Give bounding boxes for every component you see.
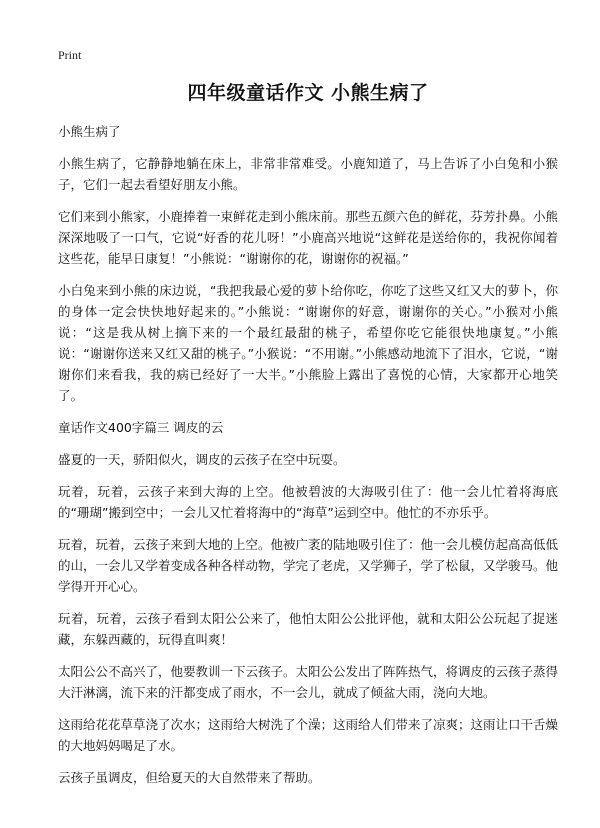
paragraph-section-heading: 童话作文400字篇三 调皮的云 <box>58 420 224 435</box>
print-link[interactable]: Print <box>58 48 82 62</box>
paragraph: 玩着，玩着，云孩子来到大海的上空。他被碧波的大海吸引住了：他一会儿忙着将海底的“珊瑚”搬到空中；一会儿又忙着将海中的“海草”运到空中。他忙的不亦乐乎。 <box>58 484 558 520</box>
paragraph: 云孩子虽调皮，但给夏天的大自然带来了帮助。 <box>58 770 321 785</box>
article-body <box>58 121 558 788</box>
paragraph: 它们来到小熊家，小鹿捧着一束鲜花走到小熊床前。那些五颜六色的鲜花，芬芳扑鼻。小熊深深地吸了一口气，它说“好香的花儿呀！”小鹿高兴地说“这鲜花是送给你的，我祝你闻着这些花，能早日康复！”小熊说：“谢谢你的花，谢谢你的祝福。” <box>58 209 559 266</box>
paragraph: 玩着，玩着，云孩子看到太阳公公来了，他怕太阳公公批评他，就和太阳公公玩起了捉迷藏，东躲西藏的，玩得直叫爽！ <box>58 611 558 647</box>
paragraph: 小熊生病了，它静静地躺在床上，非常非常难受。小鹿知道了，马上告诉了小白兔和小猴子，它们一起去看望好朋友小熊。 <box>58 156 558 192</box>
paragraph: 太阳公公不高兴了，他要教训一下云孩子。太阳公公发出了阵阵热气，将调皮的云孩子蒸得大汗淋漓，流下来的汗都变成了雨水，不一会儿，就成了倾盆大雨，浇向大地。 <box>58 664 559 700</box>
paragraph: 玩着，玩着，云孩子来到大地的上空。他被广袤的陆地吸引住了：他一会儿模仿起高高低低的山，一会儿又学着变成各种各样动物，学完了老虎，又学狮子，学了松鼠，又学骏马。他学得开开心心。 <box>58 537 559 594</box>
paragraph: 小白兔来到小熊的床边说，“我把我最心爱的萝卜给你吃，你吃了这些又红又大的萝卜，你的身体一定会快快地好起来的。”小熊说：“谢谢你的好意，谢谢你的关心。”小猴对小熊说：“这是我从树上摘下来的一个最红最甜的桃子，希望你吃它能很快地康复。”小熊说：“谢谢你送来又红又甜的桃子。”小猴说：“不用谢。”小熊感动地流下了泪水，它说，“谢谢你们来看我，我的病已经好了一大半。”小熊脸上露出了喜悦的心情，大家都开心地笑了。 <box>58 283 558 403</box>
paragraph-subtitle: 小熊生病了 <box>58 124 121 139</box>
page-title: 四年级童话作文 小熊生病了 <box>187 82 429 104</box>
paragraph: 盛夏的一天，骄阳似火，调皮的云孩子在空中玩耍。 <box>58 452 346 467</box>
paragraph: 这雨给花花草草浇了次水；这雨给大树洗了个澡；这雨给人们带来了凉爽；这雨让口干舌燥的大地妈妈喝足了水。 <box>58 717 559 753</box>
